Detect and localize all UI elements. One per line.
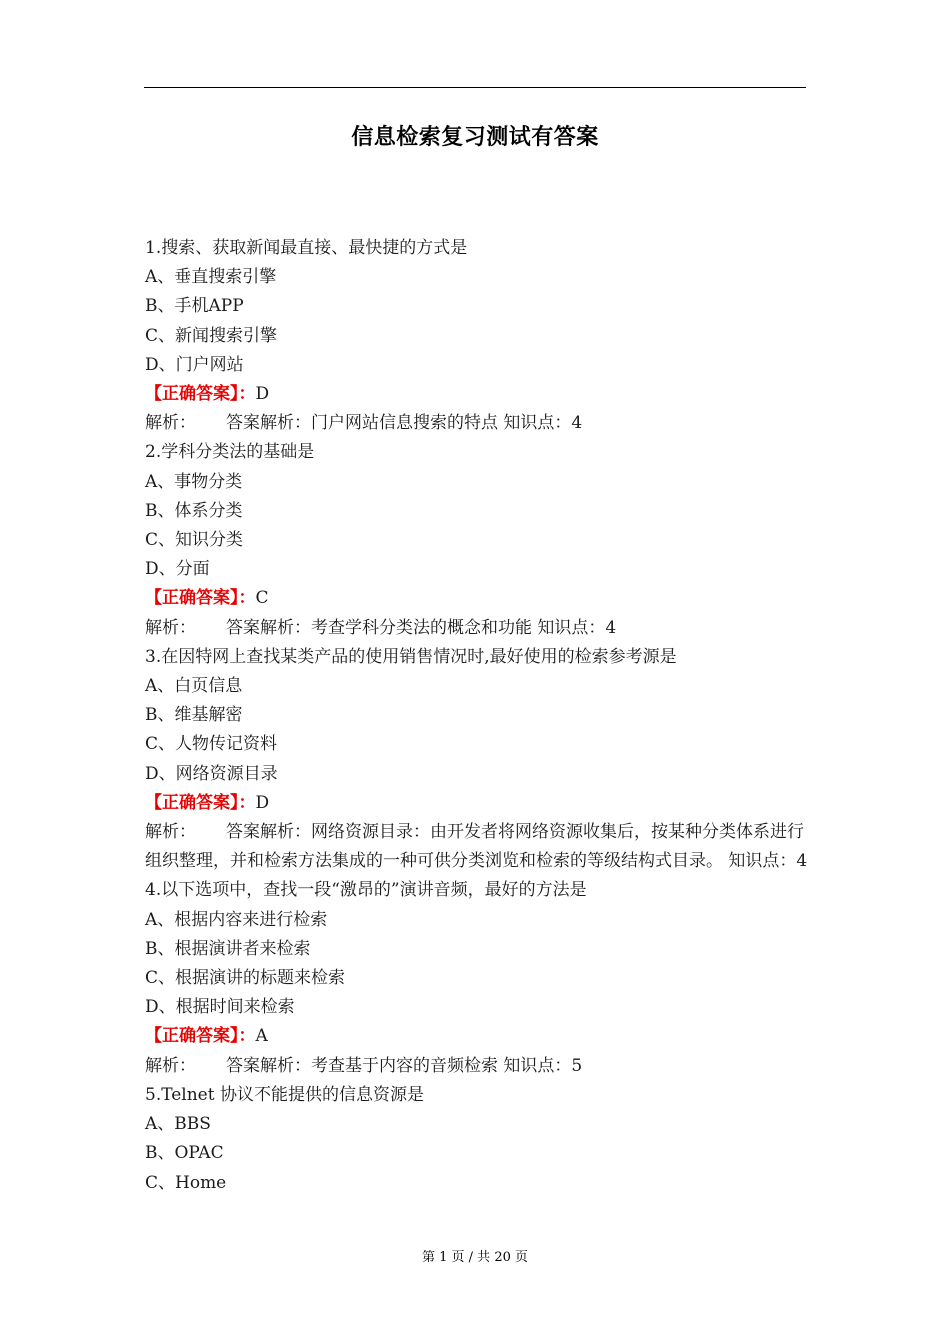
answer-label: 【正确答案】： [145, 792, 256, 813]
analysis-line [145, 818, 810, 876]
analysis-label: 解析： [145, 413, 196, 434]
analysis-text: 答案解析：门户网站信息搜索的特点 知识点：4 [226, 413, 583, 434]
option-a: A、事物分类 [145, 471, 243, 492]
document-body [145, 234, 810, 1198]
question-block [145, 234, 810, 438]
analysis-label: 解析： [145, 1055, 196, 1076]
option-a: A、根据内容来进行检索 [145, 909, 328, 930]
answer-line [145, 789, 810, 818]
answer-line [145, 380, 810, 409]
question-text: 1.搜索、获取新闻最直接、最快捷的方式是 [145, 238, 468, 258]
option-d: D、网络资源目录 [145, 763, 278, 784]
question-block [145, 1081, 810, 1198]
analysis-line [145, 614, 810, 643]
analysis-label: 解析： [145, 617, 196, 638]
option-d: D、分面 [145, 559, 210, 580]
question-text: 5.Telnet 协议不能提供的信息资源是 [145, 1084, 424, 1105]
option-c: C、新闻搜索引擎 [145, 325, 278, 346]
analysis-line [145, 409, 810, 438]
answer-label: 【正确答案】： [145, 588, 256, 609]
option-a: A、BBS [145, 1114, 211, 1135]
answer-value: D [255, 792, 270, 813]
option-a: A、垂直搜索引擎 [145, 267, 277, 288]
option-d: D、根据时间来检索 [145, 997, 295, 1018]
answer-value: A [255, 1026, 268, 1047]
question-text: 3.在因特网上查找某类产品的使用销售情况时,最好使用的检索参考源是 [145, 646, 677, 667]
analysis-label: 解析： [145, 822, 196, 843]
question-text: 4.以下选项中，查找一段“激昂的”演讲音频，最好的方法是 [145, 880, 587, 901]
analysis-text: 答案解析：考查学科分类法的概念和功能 知识点：4 [226, 617, 617, 638]
question-text: 2.学科分类法的基础是 [145, 442, 315, 463]
option-b: B、维基解密 [145, 705, 243, 726]
option-b: B、OPAC [145, 1143, 224, 1164]
answer-line [145, 584, 810, 613]
option-b: B、根据演讲者来检索 [145, 938, 311, 959]
option-c: C、知识分类 [145, 530, 244, 551]
analysis-text: 答案解析：考查基于内容的音频检索 知识点：5 [226, 1055, 583, 1076]
option-a: A、白页信息 [145, 676, 243, 697]
answer-value: D [255, 384, 270, 405]
option-c: C、人物传记资料 [145, 734, 278, 755]
analysis-line [145, 1052, 810, 1081]
analysis-text: 答案解析：网络资源目录：由开发者将网络资源收集后，按某种分类体系进行组织整理，并和检索方法集成的一种可供分类浏览和检索的等级结构式目录。 知识点：4 [145, 822, 808, 872]
header-rule [144, 87, 806, 88]
option-b: B、手机APP [145, 296, 244, 317]
answer-line [145, 1022, 810, 1051]
answer-value: C [255, 588, 269, 609]
option-c: C、Home [145, 1172, 227, 1193]
document-title: 信息检索复习测试有答案 [351, 125, 599, 150]
option-b: B、体系分类 [145, 500, 243, 521]
question-block [145, 876, 810, 1080]
question-block [145, 438, 810, 642]
page-footer: 第 1 页 / 共 20 页 [422, 1250, 528, 1265]
option-c: C、根据演讲的标题来检索 [145, 968, 346, 989]
answer-label: 【正确答案】： [145, 1026, 256, 1047]
answer-label: 【正确答案】： [145, 384, 256, 405]
question-block [145, 643, 810, 877]
option-d: D、门户网站 [145, 354, 244, 375]
